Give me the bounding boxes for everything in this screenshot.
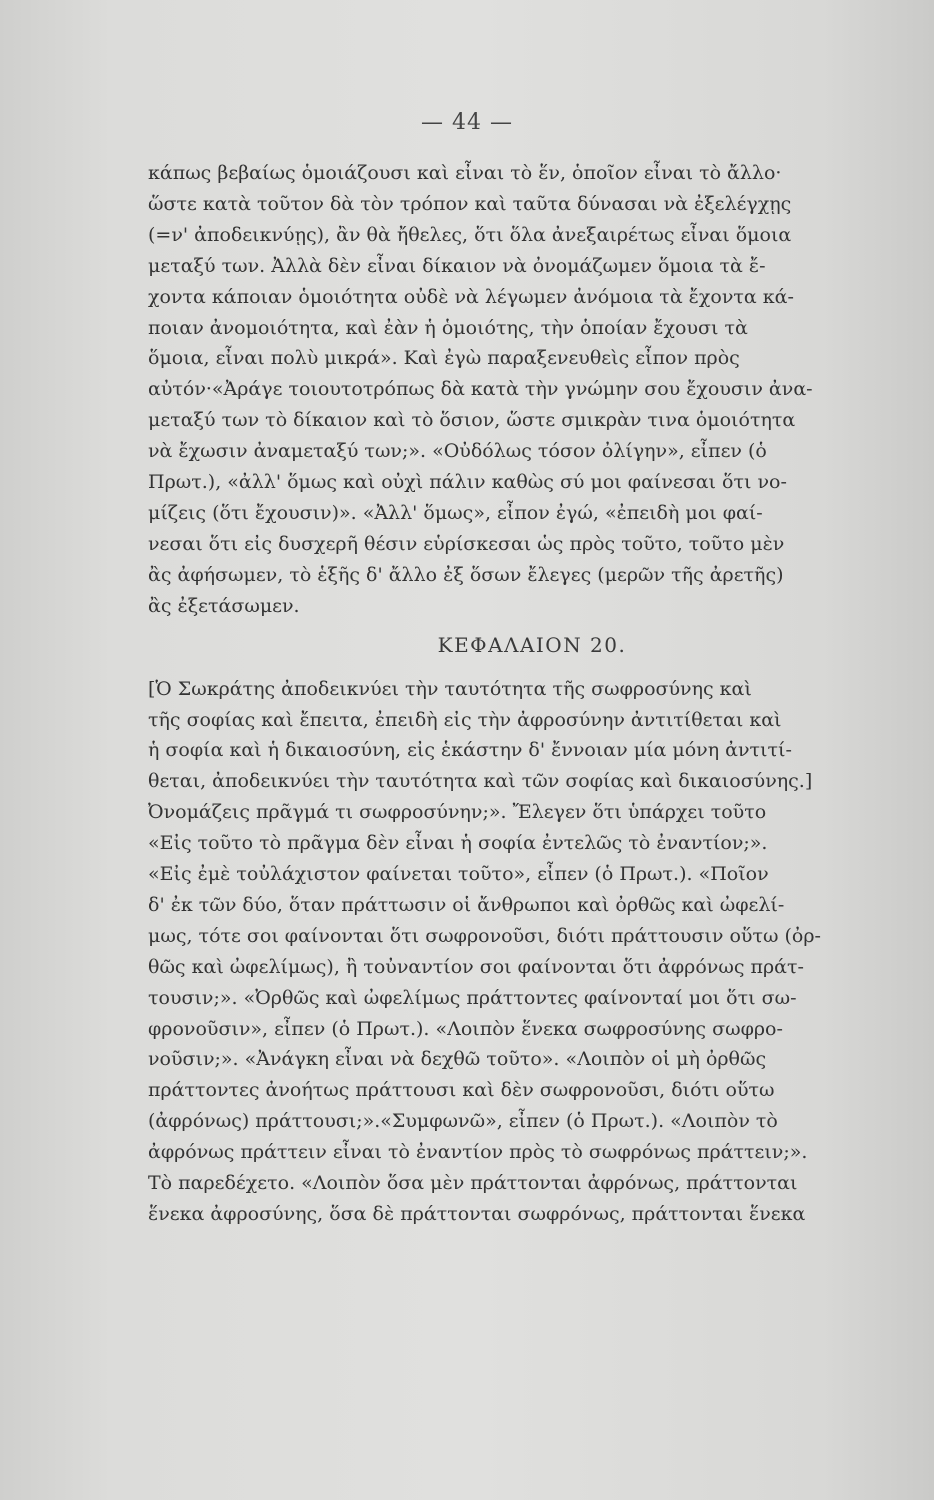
text-line: ἂς ἀφήσωμεν, τὸ ἑξῆς δ' ἄλλο ἐξ ὅσων ἔλεγες (μερῶν τῆς ἀρετῆς)	[148, 563, 784, 586]
text-line: θεται, ἀποδεικνύει τὴν ταυτότητα καὶ τῶν σοφίας καὶ δικαιοσύνης.]	[148, 770, 813, 793]
text-line: μως, τότε σοι φαίνονται ὅτι σωφρονοῦσι, διότι πράττουσιν οὕτω (ὀρ-	[148, 924, 821, 947]
text-line: Ὀνομάζεις πρᾶγμά τι σωφροσύνην;». Ἔλεγεν ὅτι ὑπάρχει τοῦτο	[148, 801, 767, 824]
text-line: Τὸ παρεδέχετο. «Λοιπὸν ὅσα μὲν πράττονται ἀφρόνως, πράττονται	[148, 1172, 798, 1195]
text-line: [Ὁ Σωκράτης ἀποδεικνύει τὴν ταυτότητα τῆς σωφροσύνης καὶ	[148, 677, 752, 700]
text-line: ἂς ἐξετάσωμεν.	[148, 594, 300, 617]
text-line: φρονοῦσιν», εἶπεν (ὁ Πρωτ.). «Λοιπὸν ἕνεκα σωφροσύνης σωφρο-	[148, 1017, 783, 1040]
text-line: μεταξύ των. Ἀλλὰ δὲν εἶναι δίκαιον νὰ ὀνομάζωμεν ὅμοια τὰ ἔ-	[148, 254, 766, 277]
text-line: χοντα κάποιαν ὁμοιότητα οὐδὲ νὰ λέγωμεν ἀνόμοια τὰ ἔχοντα κά-	[148, 285, 794, 308]
text-line: ὅμοια, εἶναι πολὺ μικρά». Καὶ ἐγὼ παραξενευθεὶς εἶπον πρὸς	[148, 347, 740, 370]
page-number: — 44 —	[421, 110, 513, 135]
text-line: Πρωτ.), «ἀλλ' ὅμως καὶ οὐχὶ πάλιν καθὼς σύ μοι φαίνεσαι ὅτι νο-	[148, 471, 787, 494]
text-line: αὐτόν·«Ἀράγε τοιουτοτρόπως δὰ κατὰ τὴν γνώμην σου ἔχουσιν ἀνα-	[148, 378, 813, 401]
text-line: ἡ σοφία καὶ ἡ δικαιοσύνη, εἰς ἑκάστην δ' ἔννοιαν μία μόνη ἀντιτί-	[148, 739, 792, 762]
text-line: νεσαι ὅτι εἰς δυσχερῆ θέσιν εὑρίσκεσαι ὡς πρὸς τοῦτο, τοῦτο μὲν	[148, 532, 785, 555]
text-line: πράττοντες ἀνοήτως πράττουσι καὶ δὲν σωφρονοῦσι, διότι οὕτω	[148, 1079, 775, 1102]
text-line: νοῦσιν;». «Ἀνάγκη εἶναι νὰ δεχθῶ τοῦτο». «Λοιπὸν οἱ μὴ ὀρθῶς	[148, 1048, 767, 1071]
text-line: κάπως βεβαίως ὁμοιάζουσι καὶ εἶναι τὸ ἕν, ὁποῖον εἶναι τὸ ἄλλο·	[148, 162, 782, 184]
chapter-heading: ΚΕΦΑΛΑΙΟΝ 20.	[437, 632, 627, 657]
text-line: δ' ἐκ τῶν δύο, ὅταν πράττωσιν οἱ ἄνθρωποι καὶ ὀρθῶς καὶ ὠφελί-	[148, 893, 785, 916]
text-line: ἕνεκα ἀφροσύνης, ὅσα δὲ πράττονται σωφρόνως, πράττονται ἕνεκα	[148, 1203, 806, 1225]
text-line: «Εἰς τοῦτο τὸ πρᾶγμα δὲν εἶναι ἡ σοφία ἐντελῶς τὸ ἐναντίον;».	[148, 832, 768, 855]
text-line: τουσιν;». «Ὀρθῶς καὶ ὠφελίμως πράττοντες φαίνονταί μοι ὅτι σω-	[148, 986, 797, 1009]
text-line: ὥστε κατὰ τοῦτον δὰ τὸν τρόπον καὶ ταῦτα δύνασαι νὰ ἐξελέγχῃς	[148, 192, 792, 215]
text-line: θῶς καὶ ὠφελίμως), ἢ τοὐναντίον σοι φαίνονται ὅτι ἀφρόνως πράτ-	[148, 955, 804, 978]
text-line: ποιαν ἀνομοιότητα, καὶ ἐὰν ἡ ὁμοιότης, τὴν ὁποίαν ἔχουσι τὰ	[148, 316, 748, 339]
text-line: τῆς σοφίας καὶ ἔπειτα, ἐπειδὴ εἰς τὴν ἀφροσύνην ἀντιτίθεται καὶ	[148, 708, 782, 731]
text-line: ἀφρόνως πράττειν εἶναι τὸ ἐναντίον πρὸς τὸ σωφρόνως πράττειν;».	[148, 1141, 808, 1164]
text-line: νὰ ἔχωσιν ἀναμεταξύ των;». «Οὐδόλως τόσον ὀλίγην», εἶπεν (ὁ	[148, 440, 767, 463]
text-line: μεταξύ των τὸ δίκαιον καὶ τὸ ὅσιον, ὥστε σμικρὰν τινα ὁμοιότητα	[148, 409, 796, 432]
text-line: (=ν' ἀποδεικνύῃς), ἂν θὰ ἤθελες, ὅτι ὅλα ἀνεξαιρέτως εἶναι ὅμοια	[148, 223, 792, 246]
text-line: (ἀφρόνως) πράττουσι;».«Συμφωνῶ», εἶπεν (ὁ Πρωτ.). «Λοιπὸν τὸ	[148, 1110, 778, 1133]
text-line: «Εἰς ἐμὲ τοὐλάχιστον φαίνεται τοῦτο», εἶπεν (ὁ Πρωτ.). «Ποῖον	[148, 863, 769, 886]
text-line: μίζεις (ὅτι ἔχουσιν)». «Ἀλλ' ὅμως», εἶπον ἐγώ, «ἐπειδὴ μοι φαί-	[148, 501, 763, 524]
body-text	[148, 158, 876, 1230]
